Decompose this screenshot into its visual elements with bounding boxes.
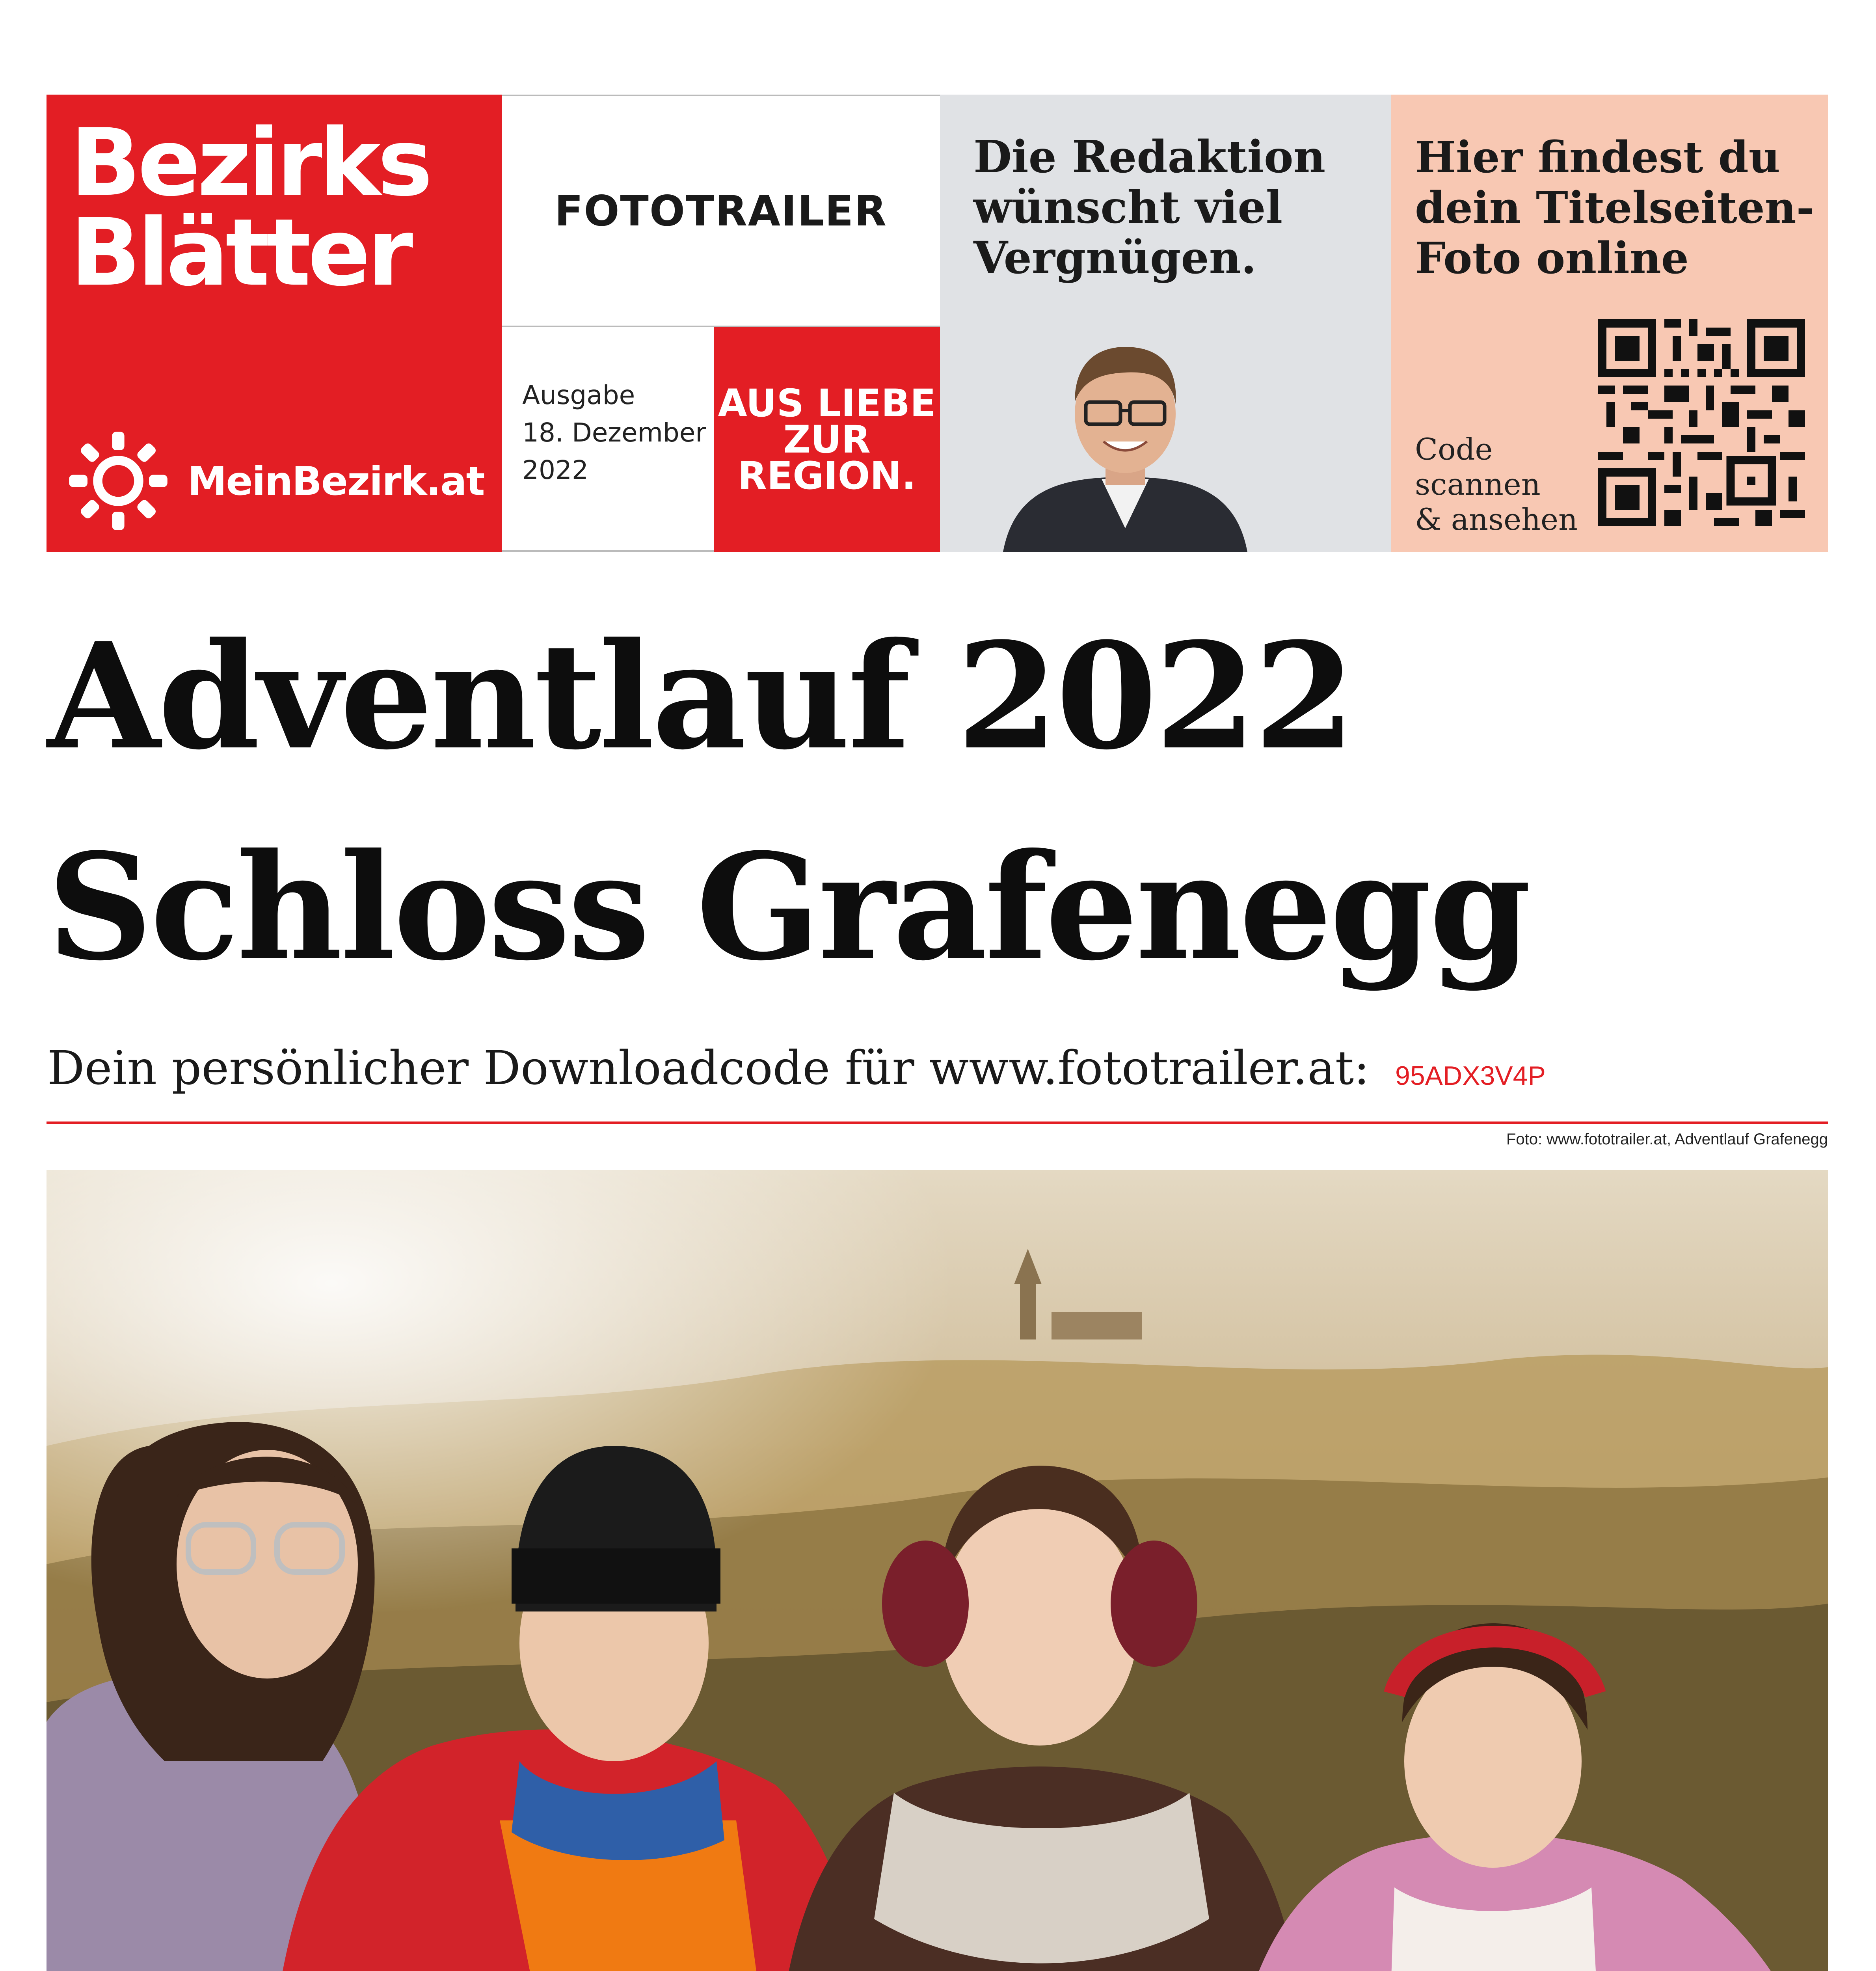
slogan-text: AUS LIEBE ZUR REGION. [718,381,936,498]
brand-logo-row[interactable] [67,430,485,532]
slogan-box [714,327,940,552]
editor-message: Die Redaktion wünscht viel Vergnügen. [973,131,1326,284]
brand-site-link[interactable]: MeinBezirk.at [188,458,484,504]
online-message: Hier findest du dein Titelseiten- Foto online [1415,132,1815,283]
section-label: FOTOTRAILER [555,186,887,235]
editor-box [940,95,1391,552]
qr-caption: Code scannen & ansehen [1415,432,1578,537]
download-row [47,1041,1829,1096]
photo-credit: Foto: www.fototrailer.at, Adventlauf Grafenegg [1506,1131,1828,1148]
download-code[interactable]: 95ADX3V4P [1395,1061,1546,1091]
brand-title: Bezirks Blätter [70,109,430,307]
headline: Adventlauf 2022 Schloss Grafenegg [47,611,1529,993]
issue-date: 18. Dezember [522,417,706,448]
issue-box [502,327,714,552]
editor-portrait [987,323,1263,552]
download-label: Dein persönlicher Downloadcode für www.fototrailer.at: [47,1041,1370,1095]
online-box [1391,95,1828,552]
qr-code-icon[interactable] [1598,319,1805,526]
brand-block [47,95,502,552]
event-photo [47,1170,1828,1971]
issue-year: 2022 [522,455,588,485]
divider-rule [47,1121,1828,1124]
section-label-box [502,95,940,327]
issue-label: Ausgabe [522,380,635,410]
sun-ring-icon [67,430,169,532]
